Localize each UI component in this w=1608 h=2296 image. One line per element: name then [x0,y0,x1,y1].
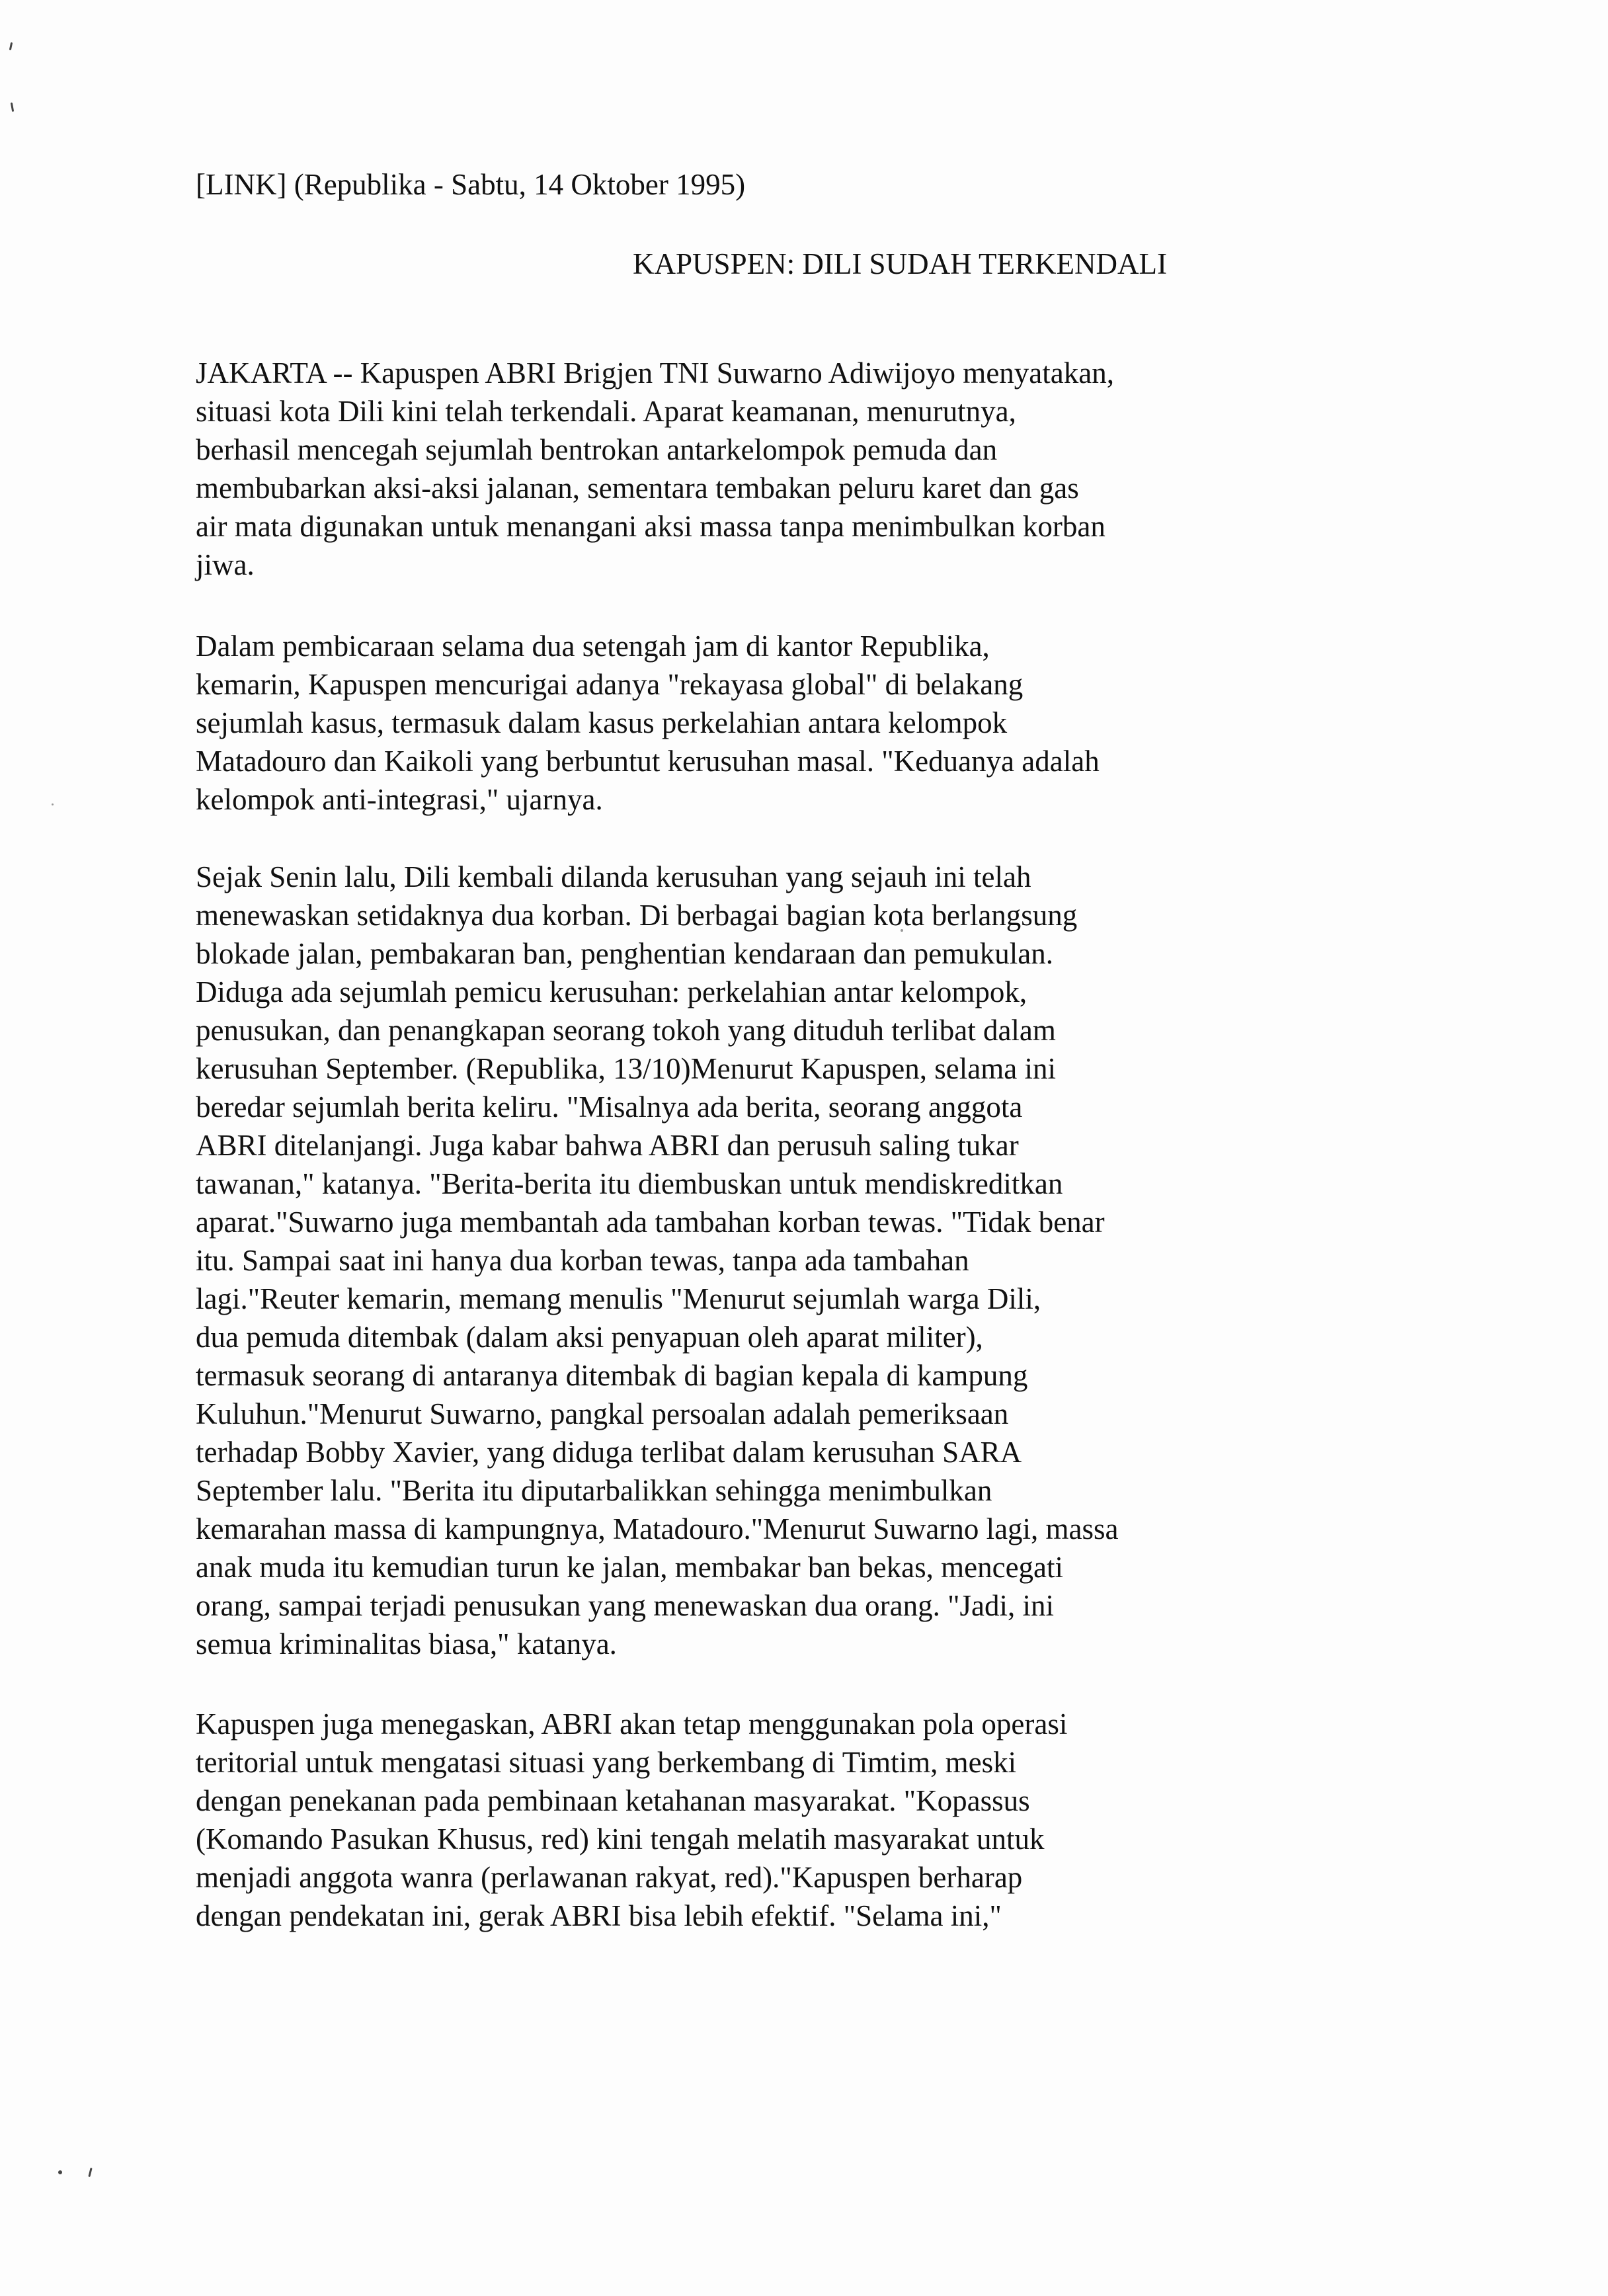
text-line: penusukan, dan penangkapan seorang tokoh yang dituduh terlibat dalam [196,1014,1056,1047]
scan-speck [52,803,54,805]
paragraph-1 [196,354,1114,584]
text-line: termasuk seorang di antaranya ditembak di bagian kepala di kampung [196,1359,1028,1392]
text-line: tawanan," katanya. "Berita-berita itu diembuskan untuk mendiskreditkan [196,1167,1063,1200]
text-line: anak muda itu kemudian turun ke jalan, membakar ban bekas, mencegati [196,1551,1064,1584]
scan-mark-upper [11,102,14,112]
text-line: kelompok anti-integrasi," ujarnya. [196,783,603,816]
text-line: kemarin, Kapuspen mencurigai adanya "rekayasa global" di belakang [196,668,1024,701]
text-line: air mata digunakan untuk menangani aksi massa tanpa menimbulkan korban [196,510,1106,543]
text-line: (Komando Pasukan Khusus, red) kini tengah melatih masyarakat untuk [196,1823,1045,1856]
text-line: menewaskan setidaknya dua korban. Di berbagai bagian kota berlangsung [196,899,1078,932]
paragraph-2 [196,627,1100,819]
text-line: Diduga ada sejumlah pemicu kerusuhan: perkelahian antar kelompok, [196,975,1027,1008]
text-line: Sejak Senin lalu, Dili kembali dilanda kerusuhan yang sejauh ini telah [196,860,1031,893]
text-line: aparat."Suwarno juga membantah ada tambahan korban tewas. "Tidak benar [196,1206,1105,1239]
text-line: dua pemuda ditembak (dalam aksi penyapuan oleh aparat militer), [196,1321,983,1354]
text-line: teritorial untuk mengatasi situasi yang berkembang di Timtim, meski [196,1746,1017,1779]
text-line: lagi."Reuter kemarin, memang menulis "Menurut sejumlah warga Dili, [196,1282,1041,1315]
paragraph-4 [196,1705,1067,1935]
text-line: menjadi anggota wanra (perlawanan rakyat, red)."Kapuspen berharap [196,1861,1023,1894]
text-line: terhadap Bobby Xavier, yang diduga terlibat dalam kerusuhan SARA [196,1436,1022,1469]
paragraph-3 [196,858,1119,1663]
text-line: blokade jalan, pembakaran ban, penghentian kendaraan dan pemukulan. [196,937,1053,970]
text-line: dengan penekanan pada pembinaan ketahanan masyarakat. "Kopassus [196,1784,1030,1817]
scan-mark-bottom-right [88,2168,92,2177]
scan-mark-top [9,42,13,50]
text-line: beredar sejumlah berita keliru. "Misalnya ada berita, seorang anggota [196,1090,1023,1124]
text-line: kerusuhan September. (Republika, 13/10)Menurut Kapuspen, selama ini [196,1052,1056,1085]
text-line: orang, sampai terjadi penusukan yang menewaskan dua orang. "Jadi, ini [196,1589,1054,1622]
text-line: jiwa. [196,548,255,581]
text-line: semua kriminalitas biasa," katanya. [196,1627,617,1660]
document-title: KAPUSPEN: DILI SUDAH TERKENDALI [633,247,1167,280]
text-line: Kuluhun."Menurut Suwarno, pangkal persoalan adalah pemeriksaan [196,1397,1009,1430]
text-line: Dalam pembicaraan selama dua setengah jam di kantor Republika, [196,630,990,663]
document-header: [LINK] (Republika - Sabtu, 14 Oktober 1995) [196,168,746,201]
text-line: sejumlah kasus, termasuk dalam kasus perkelahian antara kelompok [196,706,1008,739]
text-line: berhasil mencegah sejumlah bentrokan antarkelompok pemuda dan [196,433,998,466]
text-line: Kapuspen juga menegaskan, ABRI akan tetap menggunakan pola operasi [196,1707,1068,1741]
text-line: ABRI ditelanjangi. Juga kabar bahwa ABRI dan perusuh saling tukar [196,1129,1019,1162]
text-line: Matadouro dan Kaikoli yang berbuntut kerusuhan masal. "Keduanya adalah [196,745,1100,778]
text-line: membubarkan aksi-aksi jalanan, sementara tembakan peluru karet dan gas [196,472,1079,505]
scan-mark-bottom-left [58,2170,62,2174]
text-line: kemarahan massa di kampungnya, Matadouro."Menurut Suwarno lagi, massa [196,1512,1119,1545]
text-line: September lalu. "Berita itu diputarbalikkan sehingga menimbulkan [196,1474,992,1507]
text-line: situasi kota Dili kini telah terkendali. Aparat keamanan, menurutnya, [196,395,1016,428]
text-line: JAKARTA -- Kapuspen ABRI Brigjen TNI Suwarno Adiwijoyo menyatakan, [196,356,1114,390]
text-line: itu. Sampai saat ini hanya dua korban tewas, tanpa ada tambahan [196,1244,969,1277]
text-line: dengan pendekatan ini, gerak ABRI bisa lebih efektif. "Selama ini," [196,1899,1002,1932]
